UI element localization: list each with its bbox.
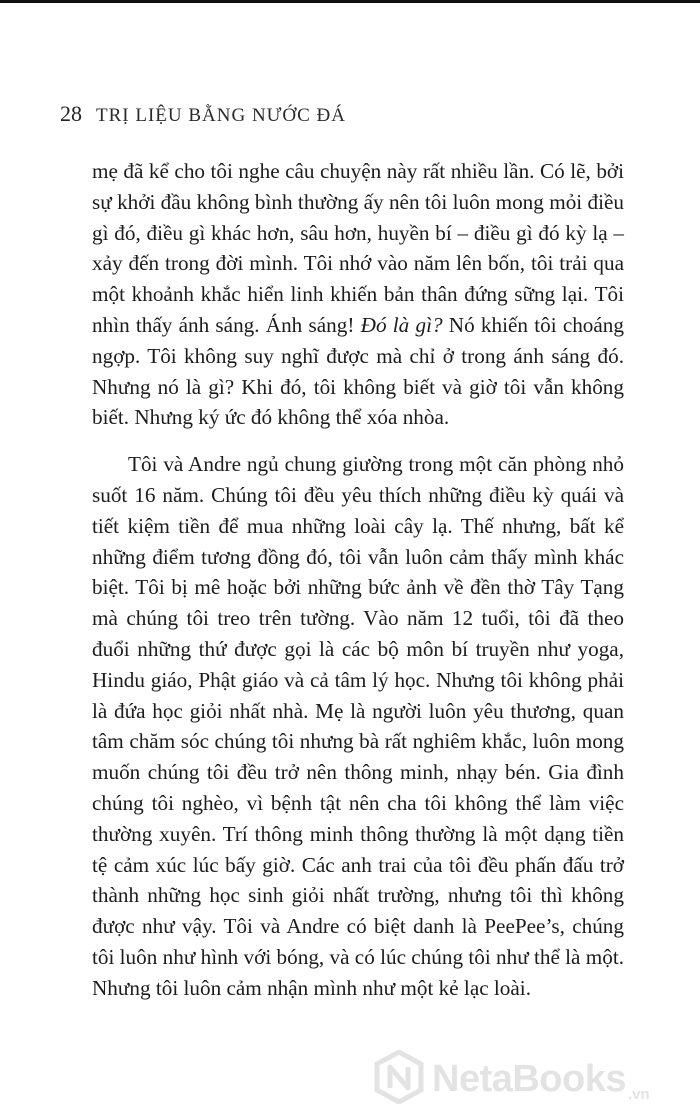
top-rule (0, 0, 700, 3)
page-number: 28 (60, 101, 82, 126)
paragraph-1-text-start: mẹ đã kể cho tôi nghe câu chuyện này rất nhiều lần. Có lẽ, bởi sự khởi đầu không bình thường ấy nên tôi luôn mong mỏi điều gì đó, điều gì khác hơn, sâu hơn, huyền bí – điều gì đó kỳ lạ – xảy đến trong đời mình. Tôi nhớ vào năm lên bốn, tôi trải qua một khoảnh khắc hiển linh khiến bản thân đứng sững lại. Tôi nhìn thấy ánh sáng. Ánh sáng! (92, 159, 624, 337)
watermark (372, 1050, 650, 1109)
body-text (92, 156, 624, 1004)
paragraph-1 (92, 156, 624, 433)
paragraph-1-text-end: Nó khiến tôi choáng ngợp. Tôi không suy nghĩ được mà chỉ ở trong ánh sáng đó. Nhưng nó là gì? Khi đó, tôi không biết và giờ tôi vẫn không biết. Nhưng ký ức đó không thể xóa nhòa. (92, 312, 624, 430)
netabooks-logo-icon (372, 1050, 426, 1109)
paragraph-2: Tôi và Andre ngủ chung giường trong một căn phòng nhỏ suốt 16 năm. Chúng tôi đều yêu thích những điều kỳ quái và tiết kiệm tiền để mua những loài cây lạ. Thế nhưng, bất kể những điểm tương đồng đó, tôi vẫn luôn cảm thấy mình khác biệt. Tôi bị mê hoặc bởi những bức ảnh về đền thờ Tây Tạng mà chúng tôi treo trên tường. Vào năm 12 tuổi, tôi đã theo đuổi những thứ được gọi là các bộ môn bí truyền như yoga, Hindu giáo, Phật giáo và cả tâm lý học. Nhưng tôi không phải là đứa học giỏi nhất nhà. Mẹ là người luôn yêu thương, quan tâm chăm sóc chúng tôi nhưng bà rất nghiêm khắc, luôn mong muốn chúng tôi đều trở nên thông minh, nhạy bén. Gia đình chúng tôi nghèo, vì bệnh tật nên cha tôi không thể làm việc thường xuyên. Trí thông minh thông thường là một dạng tiền tệ cảm xúc lúc bấy giờ. Các anh trai của tôi đều phấn đấu trở thành những học sinh giỏi nhất trường, nhưng tôi thì không được như vậy. Tôi và Andre có biệt danh là PeePee’s, chúng tôi luôn như hình với bóng, và có lúc chúng tôi như thể là một. Nhưng tôi luôn cảm nhận mình như một kẻ lạc loài. (92, 452, 625, 1000)
page-header (60, 101, 346, 127)
running-title: TRỊ LIỆU BẰNG NƯỚC ĐÁ (96, 105, 347, 126)
watermark-brand: NetaBooks (432, 1058, 626, 1100)
paragraph-1-italic-question: Đó là gì? (360, 312, 443, 337)
watermark-tld: .vn (628, 1086, 650, 1103)
